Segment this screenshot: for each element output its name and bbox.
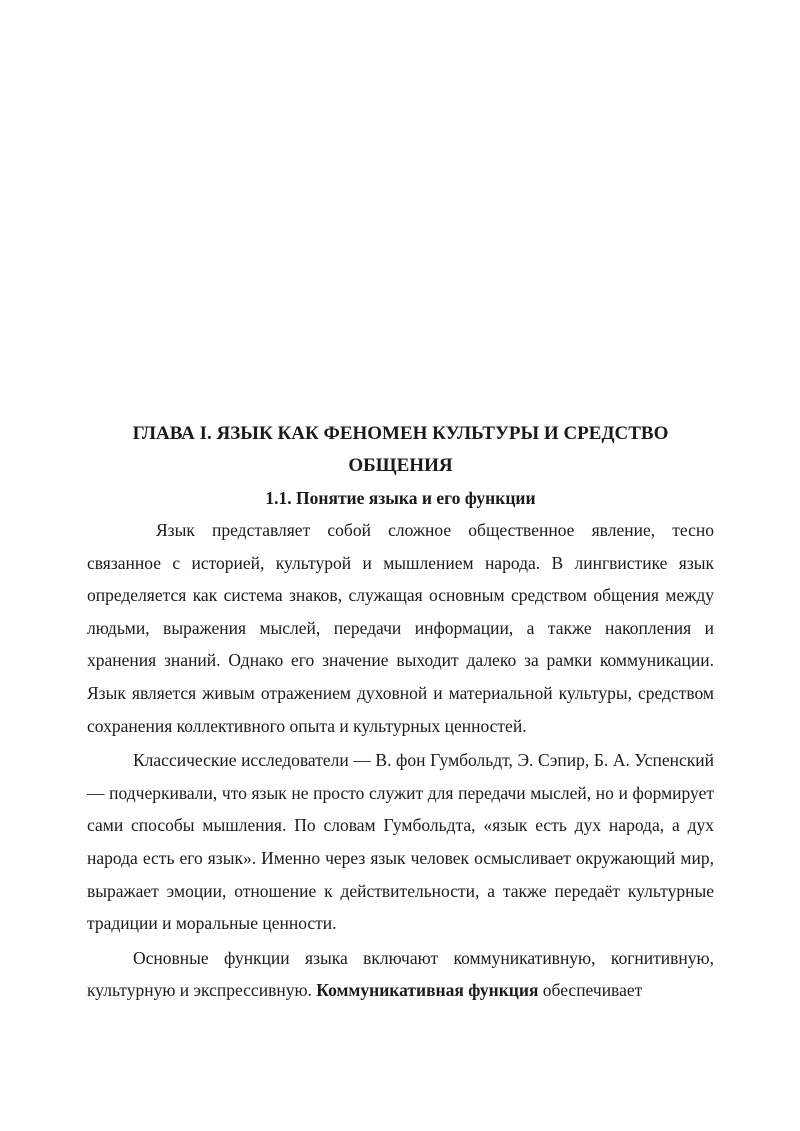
paragraph-3-end: обеспечивает <box>538 980 643 1001</box>
paragraph-3-start: Основные функции языка включают коммуникативную, когнитивную, культурную и экспрессивную. <box>87 947 714 1001</box>
paragraph-3-bold-term: Коммуникативная функция <box>316 980 539 1001</box>
paragraph-2: Классические исследователи — В. фон Гумбольдт, Э. Сэпир, Б. А. Успенский — подчеркивали, что язык не просто служит для передачи мыслей, но и формирует сами способы мышления. По словам Гумбольдта, «язык есть дух народа, а дух народа есть его язык». Именно через язык человек осмысливает окружающий мир, выражает эмоции, отношение к действительности, а также передаёт культурные традиции и моральные ценности. <box>87 750 714 934</box>
section-title: 1.1. Понятие языка и его функции <box>265 488 536 508</box>
chapter-title: ГЛАВА I. ЯЗЫК КАК ФЕНОМЕН КУЛЬТУРЫ И СРЕДСТВО ОБЩЕНИЯ <box>132 423 669 476</box>
paragraph-3 <box>87 942 714 1007</box>
document-page <box>87 418 714 1007</box>
paragraph-1: Язык представляет собой сложное общественное явление, тесно связанное с историей, культурой и мышлением народа. В лингвистике язык определяется как система знаков, служащая основным средством общения между людьми, выражения мыслей, передачи информации, а также накопления и хранения знаний. Однако его значение выходит далеко за рамки коммуникации. Язык является живым отражением духовной и материальной культуры, средством сохранения коллективного опыта и культурных ценностей. <box>87 520 714 736</box>
